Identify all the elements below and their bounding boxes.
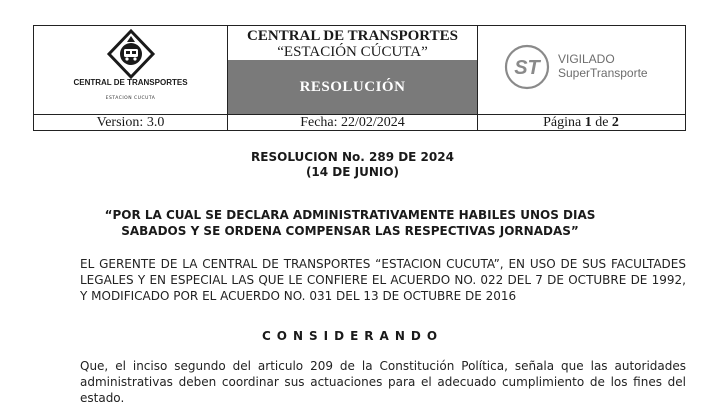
resolution-title-line2: SABADOS Y SE ORDENA COMPENSAR LAS RESPECTIVAS JORNADAS”: [121, 224, 579, 238]
header-subtitle: “ESTACIÓN CÚCUTA”: [277, 44, 428, 60]
supervisor-cell: [478, 26, 684, 114]
header-title-block: [228, 26, 477, 62]
title-cell: [228, 26, 478, 114]
intro-paragraph: EL GERENTE DE LA CENTRAL DE TRANSPORTES “ESTACION CUCUTA”, EN USO DE SUS FACULTADES LEGALES Y EN ESPECIAL LAS QUE LE CONFIERE EL ACUERDO NO. 022 DEL 7 DE OCTUBRE DE 1992, Y MODIFICADO POR EL ACUERDO NO. 031 DEL 13 DE OCTUBRE DE 2016: [80, 257, 686, 303]
header-table: [33, 25, 686, 131]
vigilado-text: [558, 52, 648, 80]
page-separator: de: [591, 115, 612, 130]
resolution-date: (14 DE JUNIO): [305, 165, 400, 179]
resolution-bar: RESOLUCIÓN: [228, 60, 477, 114]
section-heading: CONSIDERANDO: [261, 329, 444, 343]
supertransporte-logo: [504, 44, 684, 94]
version-label: Version: 3.0: [34, 115, 228, 131]
logo-cell: [34, 26, 228, 114]
page-total: 2: [611, 115, 619, 130]
page-prefix: Página: [543, 115, 585, 130]
date-label: Fecha: 22/02/2024: [228, 115, 478, 131]
header-title: CENTRAL DE TRANSPORTES: [247, 28, 458, 44]
supertransporte-label: SuperTransporte: [558, 66, 648, 80]
page-label: [478, 115, 684, 131]
resolution-number: RESOLUCION No. 289 DE 2024: [251, 150, 454, 164]
resolution-heading: [0, 150, 705, 180]
vigilado-label: VIGILADO: [558, 52, 615, 66]
resolution-title-line1: “POR LA CUAL SE DECLARA ADMINISTRATIVAMENTE HABILES UNOS DIAS: [104, 208, 596, 222]
resolution-title: [60, 207, 640, 239]
page-number: 1: [584, 115, 592, 130]
bus-terminal-logo-icon: [101, 28, 161, 84]
svg-text:ST: ST: [514, 57, 540, 79]
first-paragraph: Que, el inciso segundo del articulo 209 de la Constitución Política, señala que las autoridades administrativas deben coordinar sus actuaciones para el adecuado cumplimiento de los fines del estado.: [80, 359, 686, 405]
logo-company-subtitle: ESTACION CUCUTA: [105, 96, 156, 101]
logo-company-name: CENTRAL DE TRANSPORTES: [73, 78, 188, 87]
supertransporte-logo-icon: [504, 44, 554, 90]
